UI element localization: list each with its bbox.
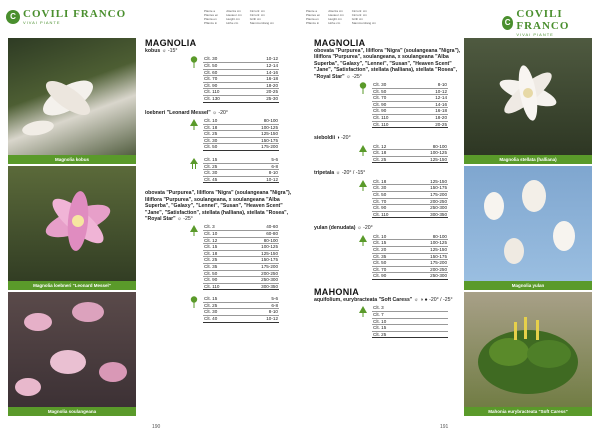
container-size: Clt. 25 — [204, 163, 218, 169]
container-size: Clt. 18 — [204, 124, 218, 130]
container-size: Clt. 25 — [373, 331, 387, 337]
container-size: Clt. 15 — [373, 325, 387, 331]
container-size: Clt. 90 — [373, 108, 387, 114]
container-size: Clt. 40 — [204, 316, 218, 322]
container-size: Clt. 18 — [373, 150, 387, 156]
size-table — [314, 179, 448, 219]
entry-magnolia-tripetala — [314, 170, 462, 218]
mahonia-illustration — [464, 292, 592, 407]
photo-magnolia-leonard-messel — [8, 166, 136, 290]
plant-size: 100-125 — [430, 240, 447, 246]
plant-size: 16-18 — [435, 108, 447, 114]
size-row — [203, 170, 279, 177]
plant-size: 100-125 — [261, 244, 278, 250]
photo-magnolia-yulan — [464, 166, 592, 290]
size-row — [203, 96, 279, 103]
container-size: Clt. 60 — [204, 69, 218, 75]
size-row — [203, 125, 279, 132]
container-size: Clt. 70 — [373, 95, 387, 101]
size-table-standard — [145, 157, 279, 183]
container-size: Clt. 7 — [373, 311, 384, 317]
size-row — [203, 177, 279, 184]
size-row — [372, 89, 448, 96]
photo-magnolia-soulangeana — [8, 292, 136, 416]
size-row — [203, 157, 279, 164]
plant-size: 5-6 — [271, 296, 278, 302]
brand-logo — [6, 8, 126, 25]
size-row — [372, 267, 448, 274]
plant-size: 100-125 — [430, 150, 447, 156]
bush-icon — [358, 179, 368, 191]
size-row — [203, 309, 279, 316]
container-size: Clt. 30 — [204, 309, 218, 315]
plant-size: 150-175 — [261, 257, 278, 263]
plant-size: 10-12 — [435, 88, 447, 94]
entry-magnolia-obovata-cont — [314, 38, 462, 128]
genus-title: MAGNOLIA — [145, 38, 197, 48]
container-size: Clt. 25 — [204, 302, 218, 308]
entry-magnolia-yulan — [314, 225, 462, 280]
plant-size: 150-175 — [430, 253, 447, 259]
photo-mahonia — [464, 292, 592, 416]
header-notes: Plante a Plantes en Planta en Pflanze in Altezza cm Hauteur cm Height cm Höhe cm Circonf. cm Circonf. cm Girth cm Stammumfang cm — [306, 9, 377, 25]
plant-size: 14-16 — [435, 101, 447, 107]
size-row — [372, 305, 448, 312]
size-row — [203, 251, 279, 258]
container-size: Clt. 30 — [204, 170, 218, 176]
container-size: Clt. 35 — [373, 253, 387, 259]
container-size: Clt. 50 — [204, 144, 218, 150]
size-row — [203, 89, 279, 96]
size-row — [203, 244, 279, 251]
photo-magnolia-kobus — [8, 38, 136, 164]
entry-mahonia — [314, 287, 462, 338]
size-row — [203, 224, 279, 231]
size-row — [203, 131, 279, 138]
entry-magnolia-loebneri — [145, 110, 293, 184]
plant-size: 20-25 — [266, 89, 278, 95]
container-size: Clt. 50 — [373, 191, 387, 197]
size-row — [203, 118, 279, 125]
container-size: Clt. 70 — [373, 266, 387, 272]
size-row — [372, 319, 448, 326]
plant-size: 250-300 — [261, 277, 278, 283]
left-listing — [145, 38, 293, 330]
size-row — [372, 122, 448, 129]
species-name: obovata "Purpurea", liliflora "Nigra" (soulangeana "Nigra"), liliflora "Purpurea", soulangeana, x soulangeana "Alba Superba", "Galaxy", "Lennei", "Susan", "Heaven Scent" "Jane", "Satisfaction", stellata (halliana), stellata "Rosea", "Royal Star" ☼ -25° — [145, 190, 292, 222]
plant-size: 12-14 — [435, 95, 447, 101]
species-name: kobus ☼ -15° — [145, 48, 178, 54]
brand-sub: VIVAI PIANTE — [516, 32, 554, 37]
plant-size: 20-25 — [435, 121, 447, 127]
size-row — [203, 83, 279, 90]
plant-size: 16-18 — [266, 76, 278, 82]
plant-size: 250-300 — [430, 205, 447, 211]
brand-leaf-icon: C — [502, 16, 513, 30]
container-size: Clt. 35 — [204, 263, 218, 269]
size-row — [372, 179, 448, 186]
species-name: aquifolium, eurybracteata "Soft Caress" ☼ ◑ ● -20° / -25° — [314, 296, 453, 303]
container-size: Clt. 30 — [204, 137, 218, 143]
size-row — [203, 277, 279, 284]
plant-size: 175-200 — [430, 191, 447, 197]
plant-size: 200-250 — [261, 270, 278, 276]
magnolia-flower-illustration — [8, 38, 136, 155]
container-size: Clt. 15 — [204, 156, 218, 162]
container-size: Clt. 50 — [373, 88, 387, 94]
size-row — [203, 284, 279, 291]
plant-size: 125-150 — [261, 250, 278, 256]
size-row — [372, 205, 448, 212]
plant-size: 18-20 — [266, 82, 278, 88]
header-notes: Plante a Plantes en Planta en Pflanze in Altezza cm Hauteur cm Height cm Höhe cm Circonf. cm Circonf. cm Girth cm Stammumfang cm — [204, 9, 275, 25]
pink-magnolia-illustration — [8, 166, 136, 281]
plant-size: 175-200 — [430, 260, 447, 266]
size-row — [372, 192, 448, 199]
stellata-flower-illustration — [464, 38, 592, 155]
container-size: Clt. 18 — [373, 178, 387, 184]
container-size: Clt. 12 — [373, 143, 387, 149]
soulangeana-illustration — [8, 292, 136, 407]
plant-size: 250-300 — [430, 273, 447, 279]
size-row — [372, 157, 448, 164]
page-number: 190 — [152, 424, 161, 430]
container-size: Clt. 30 — [373, 185, 387, 191]
brand-logo — [502, 8, 600, 37]
size-row — [372, 332, 448, 339]
genus-title: MAGNOLIA — [314, 38, 366, 48]
brand-name: COVILI FRANCO — [516, 8, 570, 32]
container-size: Clt. 90 — [373, 101, 387, 107]
entry-magnolia-sieboldii — [314, 135, 462, 163]
plant-size: 200-250 — [430, 266, 447, 272]
size-row — [372, 247, 448, 254]
size-row — [203, 138, 279, 145]
plant-size: 18-20 — [435, 115, 447, 120]
size-row — [203, 231, 279, 238]
container-size: Clt. 15 — [204, 296, 218, 302]
container-size: Clt. 130 — [204, 95, 220, 101]
photo-caption: Magnolia soulangeana — [8, 407, 136, 416]
standard-tree-icon — [358, 82, 368, 94]
photo-magnolia-stellata — [464, 38, 592, 164]
container-size: Clt. 25 — [204, 131, 218, 137]
species-name: obovata "Purpurea", liliflora "Nigra" (soulangeana "Nigra"), liliflora "Purpurea", soulangeana, x soulangeana "Alba Superba", "Galaxy", "Lennei", "Susan", "Heaven Scent" "Jane", "Satisfaction", stellata (halliana), stellata "Rosea", "Royal Star" ☼ -25° — [314, 48, 461, 80]
size-table — [314, 82, 448, 128]
size-row — [203, 238, 279, 245]
size-row — [203, 76, 279, 83]
photo-caption: Magnolia loebneri "Leonard Messel" — [8, 281, 136, 290]
brand-name: COVILI FRANCO — [23, 8, 127, 20]
size-table — [145, 118, 279, 151]
species-name: loebneri "Leonard Messel" ☼ -20° — [145, 109, 228, 116]
size-row — [203, 144, 279, 151]
size-row — [372, 312, 448, 319]
photo-caption: Magnolia stellata (halliana) — [464, 155, 592, 164]
container-size: Clt. 90 — [373, 273, 387, 279]
brand-leaf-icon: C — [6, 10, 20, 24]
size-row — [372, 185, 448, 192]
entry-magnolia-obovata — [145, 190, 293, 322]
container-size: Clt. 25 — [204, 257, 218, 263]
container-size: Clt. 45 — [204, 176, 218, 182]
container-size: Clt. 30 — [204, 56, 218, 62]
size-table — [314, 305, 448, 338]
plant-size: 125-150 — [261, 131, 278, 137]
species-name: yulan (denudata) ☼ -20° — [314, 225, 373, 232]
plant-size: 80-100 — [263, 237, 278, 243]
plant-size: 6-8 — [271, 302, 278, 308]
photo-caption: Mahonia eurybracteata "Soft Caress" — [464, 407, 592, 416]
plant-size: 10-12 — [266, 56, 278, 62]
container-size: Clt. 30 — [373, 82, 387, 88]
container-size: Clt. 10 — [373, 233, 387, 239]
size-row — [372, 325, 448, 332]
size-row — [372, 212, 448, 219]
container-size: Clt. 50 — [204, 63, 218, 68]
genus-title: MAHONIA — [314, 286, 360, 297]
right-page — [300, 0, 600, 436]
plant-size: 125-150 — [430, 178, 447, 184]
plant-size: 10-12 — [266, 176, 278, 182]
bush-icon — [358, 234, 368, 246]
plant-size: 60-80 — [266, 230, 278, 236]
size-row — [203, 264, 279, 271]
bush-icon — [189, 118, 199, 130]
size-row — [372, 260, 448, 267]
page-number: 191 — [440, 424, 449, 430]
container-size: Clt. 25 — [373, 156, 387, 162]
plant-size: 150-175 — [430, 185, 447, 191]
plant-size: 125-150 — [430, 156, 447, 162]
size-row — [372, 234, 448, 241]
size-row — [372, 82, 448, 89]
size-row — [203, 296, 279, 303]
standard-tree-icon — [189, 296, 199, 308]
size-row — [372, 108, 448, 115]
photo-caption: Magnolia yulan — [464, 281, 592, 290]
container-size: Clt. 110 — [204, 283, 220, 289]
container-size: Clt. 110 — [373, 121, 389, 127]
size-row — [372, 95, 448, 102]
plant-size: 12-14 — [266, 63, 278, 68]
plant-size: 175-200 — [261, 144, 278, 150]
plant-size: 125-150 — [430, 246, 447, 252]
container-size: Clt. 50 — [204, 270, 218, 276]
size-row — [203, 70, 279, 77]
size-table — [314, 144, 448, 164]
container-size: Clt. 3 — [204, 224, 215, 230]
container-size: Clt. 50 — [373, 260, 387, 266]
brand-sub: VIVAI PIANTE — [23, 20, 61, 25]
plant-size: 8-10 — [268, 309, 278, 315]
bush-icon — [189, 224, 199, 236]
container-size: Clt. 90 — [373, 205, 387, 211]
plant-size: 6-8 — [271, 163, 278, 169]
plant-size: 10-12 — [266, 316, 278, 322]
size-table-standard — [145, 296, 279, 322]
plant-size: 80-100 — [263, 117, 278, 123]
species-name: tripetala ☼ -20° / -15° — [314, 170, 366, 177]
container-size: Clt. 15 — [204, 244, 218, 250]
size-row — [203, 164, 279, 171]
size-row — [372, 199, 448, 206]
plant-size: 100-125 — [261, 124, 278, 130]
bush-icon — [358, 144, 368, 156]
plant-size: 14-16 — [266, 69, 278, 75]
plant-size: 150-175 — [261, 137, 278, 143]
right-listing — [314, 38, 462, 345]
plant-size: 8-10 — [437, 82, 447, 88]
container-size: Clt. 110 — [204, 89, 220, 95]
container-size: Clt. 90 — [204, 82, 218, 88]
yulan-illustration — [464, 166, 592, 281]
container-size: Clt. 10 — [373, 318, 387, 324]
container-size: Clt. 70 — [204, 76, 218, 82]
container-size: Clt. 110 — [373, 211, 389, 217]
plant-size: 300-350 — [430, 211, 447, 217]
plant-size: 175-200 — [261, 263, 278, 269]
container-size: Clt. 18 — [204, 250, 218, 256]
multi-stem-icon — [189, 157, 199, 169]
size-row — [372, 144, 448, 151]
size-row — [203, 56, 279, 63]
plant-size: 25-30 — [266, 95, 278, 101]
container-size: Clt. 10 — [204, 230, 218, 236]
size-row — [372, 150, 448, 157]
plant-size: 8-10 — [268, 170, 278, 176]
size-row — [372, 273, 448, 280]
plant-size: 80-100 — [432, 143, 447, 149]
size-row — [203, 257, 279, 264]
standard-tree-icon — [189, 56, 199, 68]
size-table — [145, 224, 279, 290]
bush-icon — [358, 305, 368, 317]
size-row — [372, 102, 448, 109]
plant-size: 5-6 — [271, 156, 278, 162]
photo-caption: Magnolia kobus — [8, 155, 136, 164]
container-size: Clt. 90 — [204, 277, 218, 283]
container-size: Clt. 12 — [204, 237, 218, 243]
container-size: Clt. 3 — [373, 305, 384, 311]
plant-size: 40-60 — [266, 224, 278, 230]
container-size: Clt. 15 — [373, 240, 387, 246]
plant-size: 200-250 — [430, 198, 447, 204]
size-row — [372, 240, 448, 247]
container-size: Clt. 70 — [373, 198, 387, 204]
species-name: sieboldii ◑ -20° — [314, 135, 351, 142]
container-size: Clt. 10 — [204, 117, 218, 123]
size-row — [372, 254, 448, 261]
container-size: Clt. 20 — [373, 246, 387, 252]
container-size: Clt. 110 — [373, 115, 389, 120]
size-table — [145, 56, 279, 102]
size-row — [203, 303, 279, 310]
size-row — [203, 271, 279, 278]
plant-size: 80-100 — [432, 233, 447, 239]
size-row — [203, 316, 279, 323]
size-row — [372, 115, 448, 122]
size-table — [314, 234, 448, 280]
plant-size: 300-350 — [261, 283, 278, 289]
entry-magnolia-kobus — [145, 38, 293, 103]
size-row — [203, 63, 279, 70]
